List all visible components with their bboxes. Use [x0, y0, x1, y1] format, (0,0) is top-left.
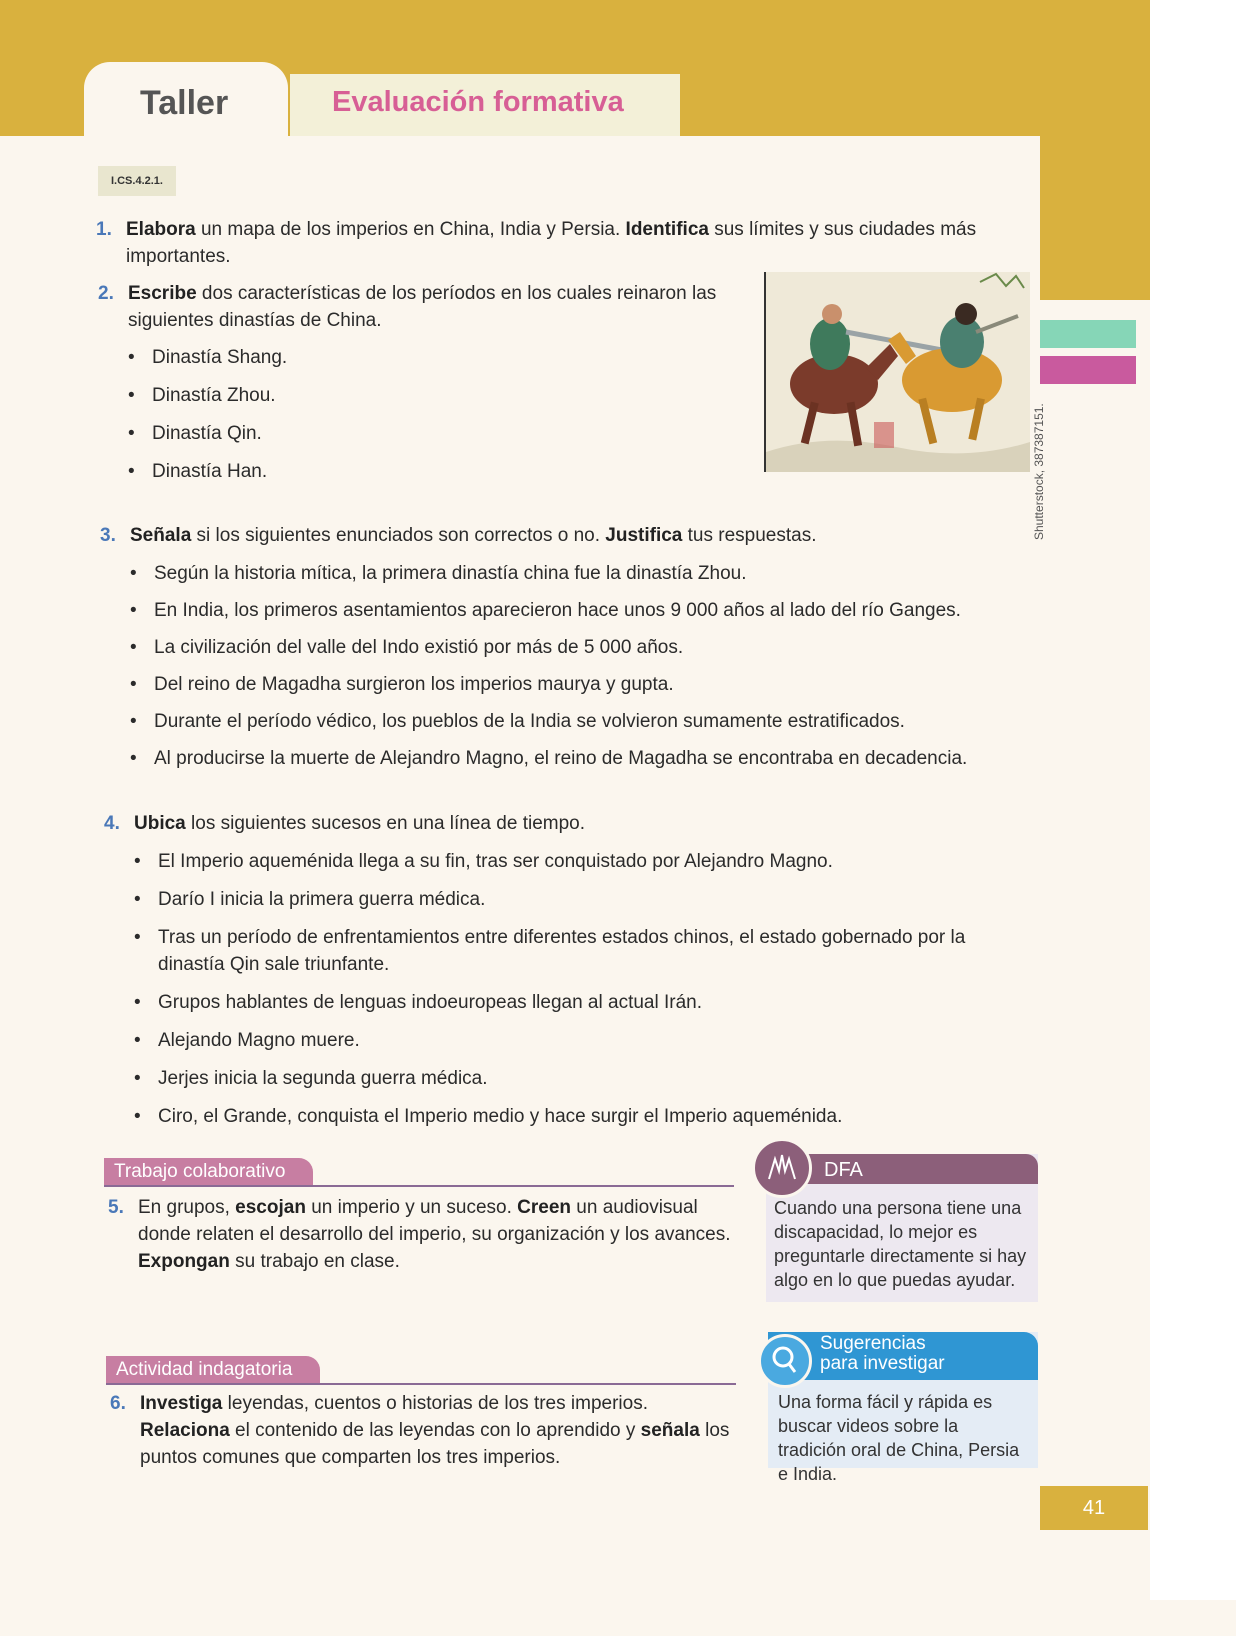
statement-list — [130, 560, 1010, 772]
divider — [104, 1185, 734, 1187]
question-text: un mapa de los imperios en China, India y Persia. — [195, 219, 626, 240]
question-number: 6. — [110, 1393, 126, 1414]
question-number: 1. — [96, 219, 112, 240]
question-text: En grupos, — [138, 1197, 236, 1218]
list-item: • Al producirse la muerte de Alejandro Magno, el reino de Magadha se encontraba en decadencia. — [130, 745, 1010, 772]
question-6 — [110, 1390, 740, 1471]
list-item: • Tras un período de enfrentamientos entre diferentes estados chinos, el estado gobernado por la dinastía Qin sale triunfante. — [134, 924, 1034, 978]
list-item: • Darío I inicia la primera guerra médica. — [134, 886, 1034, 913]
image-credit: Shutterstock, 387387151. — [1032, 403, 1046, 540]
question-text: el contenido de las leyendas con lo aprendido y — [229, 1420, 641, 1441]
taller-tab — [84, 62, 288, 142]
verb: Creen — [517, 1197, 572, 1218]
list-item: • Ciro, el Grande, conquista el Imperio medio y hace surgir el Imperio aqueménida. — [134, 1103, 1034, 1130]
question-5 — [108, 1194, 738, 1275]
event-list — [134, 848, 1034, 1130]
right-accent-band — [1040, 0, 1150, 300]
page-number: 41 — [1040, 1486, 1148, 1530]
verb: Identifica — [625, 219, 709, 240]
verb: Expongan — [138, 1251, 230, 1272]
research-suggestions-box — [768, 1332, 1038, 1484]
suggestions-title-line: Sugerencias — [820, 1333, 926, 1354]
verb: escojan — [235, 1197, 306, 1218]
question-2 — [98, 280, 738, 485]
question-text: si los siguientes enunciados son correctos o no. — [191, 525, 606, 546]
list-item: • Dinastía Zhou. — [128, 382, 738, 409]
list-item: • Alejando Magno muere. — [134, 1027, 1034, 1054]
question-text: leyendas, cuentos o historias de los tres imperios. — [222, 1393, 648, 1414]
inquiry-activity-heading: Actividad indagatoria — [106, 1356, 320, 1384]
page-margin — [1150, 0, 1236, 1600]
list-item: • El Imperio aqueménida llega a su fin, tras ser conquistado por Alejandro Magno. — [134, 848, 1034, 875]
suggestions-title-line: para investigar — [820, 1353, 945, 1374]
question-text: tus respuestas. — [682, 525, 817, 546]
question-number: 4. — [104, 813, 120, 834]
verb: Justifica — [605, 525, 683, 546]
list-item: • Jerjes inicia la segunda guerra médica. — [134, 1065, 1034, 1092]
list-item: • Dinastía Shang. — [128, 344, 738, 371]
section-title-tab — [290, 74, 680, 136]
verb: señala — [640, 1420, 700, 1441]
list-item: • Dinastía Qin. — [128, 420, 738, 447]
question-text: dos características de los períodos en los cuales reinaron las siguientes dinastías de China. — [128, 283, 717, 331]
warriors-on-horseback-image — [766, 272, 1030, 472]
verb: Ubica — [134, 813, 186, 834]
dfa-text: Cuando una persona tiene una discapacidad, lo mejor es preguntarle directamente si hay algo en lo que puedas ayudar. — [774, 1198, 1027, 1290]
question-number: 2. — [98, 283, 114, 304]
question-text: sus límites y sus ciudades más importantes. — [126, 219, 977, 267]
list-item: • Grupos hablantes de lenguas indoeuropeas llegan al actual Irán. — [134, 989, 1034, 1016]
dfa-box — [766, 1154, 1038, 1302]
question-text: los puntos comunes que comparten los tres imperios. — [140, 1420, 730, 1468]
question-text: su trabajo en clase. — [229, 1251, 400, 1272]
verb: Señala — [130, 525, 192, 546]
skill-code-badge: I.CS.4.2.1. — [98, 166, 176, 196]
question-1 — [96, 216, 1026, 270]
dfa-title: DFA — [824, 1159, 863, 1181]
collaborative-work-heading: Trabajo colaborativo — [104, 1158, 313, 1186]
list-item: • En India, los primeros asentamientos aparecieron hace unos 9 000 años al lado del río Ganges. — [130, 597, 1010, 624]
taller-label: Taller — [140, 84, 229, 122]
list-item: • Durante el período védico, los pueblos de la India se volvieron sumamente estratificados. — [130, 708, 1010, 735]
section-title: Evaluación formativa — [332, 86, 624, 118]
question-number: 5. — [108, 1197, 124, 1218]
hands-icon — [752, 1138, 812, 1198]
question-text: un imperio y un suceso. — [305, 1197, 518, 1218]
suggestions-title — [820, 1334, 945, 1374]
dynasty-list — [128, 344, 738, 485]
question-text: un audiovisual donde relaten el desarrollo del imperio, su organización y los avances. — [138, 1197, 731, 1245]
verb: Investiga — [140, 1393, 223, 1414]
list-item: • La civilización del valle del Indo existió por más de 5 000 años. — [130, 634, 1010, 661]
battle-illustration — [764, 272, 1030, 472]
side-tab-pink — [1040, 356, 1136, 384]
verb: Relaciona — [140, 1420, 230, 1441]
question-number: 3. — [100, 525, 116, 546]
divider — [106, 1383, 736, 1385]
suggestions-text: Una forma fácil y rápida es buscar videos sobre la tradición oral de China, Persia e India. — [778, 1392, 1020, 1484]
question-3 — [100, 522, 1010, 772]
list-item: • Dinastía Han. — [128, 458, 738, 485]
magnifier-icon — [758, 1334, 812, 1388]
list-item: • Según la historia mítica, la primera dinastía china fue la dinastía Zhou. — [130, 560, 1010, 587]
list-item: • Del reino de Magadha surgieron los imperios maurya y gupta. — [130, 671, 1010, 698]
verb: Elabora — [126, 219, 196, 240]
question-text: los siguientes sucesos en una línea de tiempo. — [185, 813, 586, 834]
side-tab-green — [1040, 320, 1136, 348]
question-4 — [104, 810, 1034, 1130]
verb: Escribe — [128, 283, 197, 304]
